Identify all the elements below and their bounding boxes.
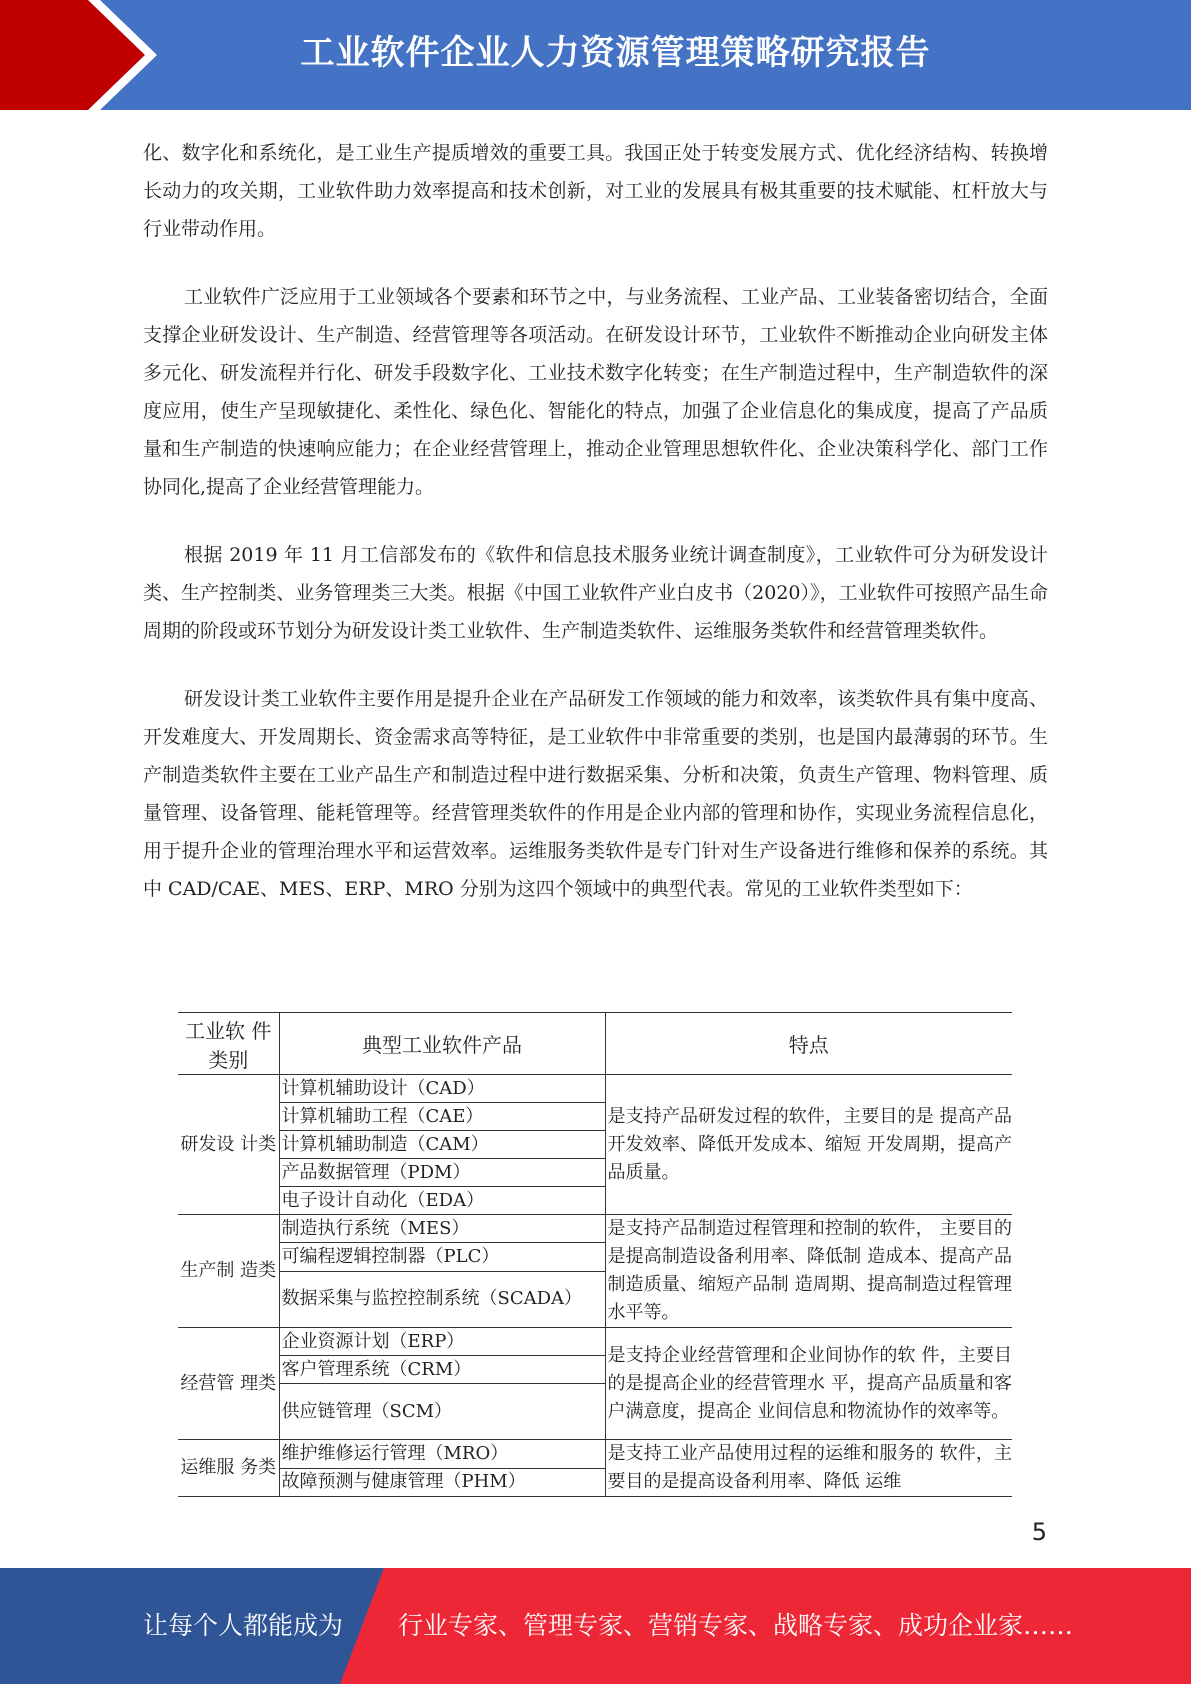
product-cell: 企业资源计划（ERP） — [279, 1328, 605, 1356]
table-header-row — [178, 1013, 1012, 1075]
product-cell: 数据采集与监控控制系统（SCADA） — [279, 1271, 605, 1328]
paragraph-1: 化、数字化和系统化，是工业生产提质增效的重要工具。我国正处于转变发展方式、优化经济结构、转换增长动力的攻关期，工业软件助力效率提高和技术创新，对工业的发展具有极其重要的技术赋能、杠杆放大与行业带动作用。 — [143, 142, 1048, 240]
report-body — [143, 134, 1048, 938]
category-cell: 经营管 理类 — [178, 1328, 279, 1440]
table-row — [178, 1215, 1012, 1243]
paragraph-4: 研发设计类工业软件主要作用是提升企业在产品研发工作领域的能力和效率，该类软件具有集中度高、开发难度大、开发周期长、资金需求高等特征，是工业软件中非常重要的类别，也是国内最薄弱的环节。生产制造类软件主要在工业产品生产和制造过程中进行数据采集、分析和决策，负责生产管理、物料管理、质量管理、设备管理、能耗管理等。经营管理类软件的作用是企业内部的管理和协作，实现业务流程信息化，用于提升企业的管理治理水平和运营效率。运维服务类软件是专门针对生产设备进行维修和保养的系统。其中 CAD/CAE、MES、ERP、MRO 分别为这四个领域中的典型代表。常见的工业软件类型如下： — [143, 688, 1048, 900]
table-row — [178, 1075, 1012, 1103]
product-cell: 供应链管理（SCM） — [279, 1384, 605, 1440]
feature-cell: 是支持工业产品使用过程的运维和服务的 软件，主要目的是提高设备利用率、降低 运维 — [605, 1440, 1012, 1497]
page-number: 5 — [1031, 1518, 1047, 1546]
product-cell: 产品数据管理（PDM） — [279, 1159, 605, 1187]
page-footer — [0, 1568, 1191, 1684]
table-row — [178, 1328, 1012, 1356]
product-cell: 维护维修运行管理（MRO） — [279, 1440, 605, 1469]
header-products: 典型工业软件产品 — [279, 1013, 605, 1075]
header-features: 特点 — [605, 1013, 1012, 1075]
product-cell: 客户管理系统（CRM） — [279, 1356, 605, 1384]
product-cell: 可编程逻辑控制器（PLC） — [279, 1243, 605, 1271]
footer-roles: 行业专家、管理专家、营销专家、战略专家、成功企业家…… — [398, 1611, 1074, 1640]
product-cell: 故障预测与健康管理（PHM） — [279, 1468, 605, 1497]
header-category: 工业软 件类别 — [178, 1013, 279, 1075]
product-cell: 计算机辅助设计（CAD） — [279, 1075, 605, 1103]
product-cell: 电子设计自动化（EDA） — [279, 1187, 605, 1215]
table-row — [178, 1440, 1012, 1469]
footer-slogan: 让每个人都能成为 — [143, 1611, 344, 1640]
category-cell: 生产制 造类 — [178, 1215, 279, 1328]
feature-cell: 是支持产品研发过程的软件，主要目的是 提高产品开发效率、降低开发成本、缩短 开发周期，提高产品质量。 — [605, 1075, 1012, 1215]
software-type-table — [178, 1012, 1012, 1497]
paragraph-3: 根据 2019 年 11 月工信部发布的《软件和信息技术服务业统计调查制度》，工业软件可分为研发设计类、生产控制类、业务管理类三大类。根据《中国工业软件产业白皮书（2020）》，工业软件可按照产品生命周期的阶段或环节划分为研发设计类工业软件、生产制造类软件、运维服务类软件和经营管理类软件。 — [143, 544, 1048, 642]
category-cell: 研发设 计类 — [178, 1075, 279, 1215]
page-title: 工业软件企业人力资源管理策略研究报告 — [300, 33, 931, 73]
product-cell: 计算机辅助工程（CAE） — [279, 1103, 605, 1131]
page-header — [0, 0, 1191, 110]
feature-cell: 是支持企业经营管理和企业间协作的软 件，主要目的是提高企业的经营管理水 平，提高产品质量和客户满意度，提高企 业间信息和物流协作的效率等。 — [605, 1328, 1012, 1440]
category-cell: 运维服 务类 — [178, 1440, 279, 1497]
product-cell: 计算机辅助制造（CAM） — [279, 1131, 605, 1159]
paragraph-2: 工业软件广泛应用于工业领域各个要素和环节之中，与业务流程、工业产品、工业装备密切结合，全面支撑企业研发设计、生产制造、经营管理等各项活动。在研发设计环节，工业软件不断推动企业向研发主体多元化、研发流程并行化、研发手段数字化、工业技术数字化转变；在生产制造过程中，生产制造软件的深度应用，使生产呈现敏捷化、柔性化、绿色化、智能化的特点，加强了企业信息化的集成度，提高了产品质量和生产制造的快速响应能力；在企业经营管理上，推动企业管理思想软件化、企业决策科学化、部门工作协同化,提高了企业经营管理能力。 — [143, 286, 1048, 498]
product-cell: 制造执行系统（MES） — [279, 1215, 605, 1243]
feature-cell: 是支持产品制造过程管理和控制的软件， 主要目的是提高制造设备利用率、降低制 造成本、提高产品制造质量、缩短产品制 造周期、提高制造过程管理水平等。 — [605, 1215, 1012, 1328]
